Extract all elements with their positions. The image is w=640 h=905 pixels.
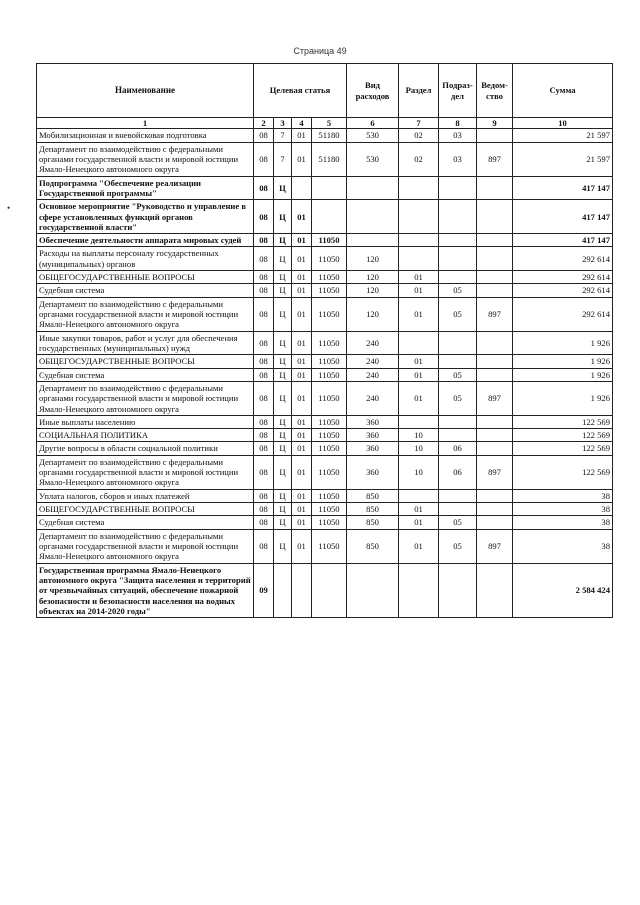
department-code	[477, 503, 513, 516]
target-code-event: 01	[292, 284, 312, 297]
target-code-event: 01	[292, 455, 312, 489]
department-code	[477, 415, 513, 428]
row-sum: 417 147	[513, 176, 613, 200]
row-sum: 292 614	[513, 247, 613, 271]
header-row	[37, 64, 613, 118]
page-label: Страница 49	[293, 46, 347, 56]
target-code-event: 01	[292, 271, 312, 284]
header-sum: Сумма	[513, 64, 613, 118]
subsection-code	[439, 503, 477, 516]
target-code-subprogram: Ц	[274, 355, 292, 368]
target-code-program: 08	[254, 489, 274, 502]
subsection-code: 06	[439, 455, 477, 489]
target-code-direction: 11050	[312, 442, 347, 455]
department-code	[477, 284, 513, 297]
target-code-program: 08	[254, 455, 274, 489]
target-code-program: 08	[254, 247, 274, 271]
section-code: 10	[399, 442, 439, 455]
row-sum: 122 569	[513, 442, 613, 455]
row-sum: 38	[513, 489, 613, 502]
target-code-event: 01	[292, 415, 312, 428]
row-name: Основное мероприятие "Руководство и управление в сфере установленных функций органов государственной власти"	[37, 200, 254, 234]
section-code	[399, 489, 439, 502]
table-row	[37, 442, 613, 455]
target-code-event: 01	[292, 516, 312, 529]
table-row	[37, 529, 613, 563]
table-row	[37, 331, 613, 355]
department-code: 897	[477, 142, 513, 176]
target-code-direction	[312, 176, 347, 200]
section-code: 01	[399, 297, 439, 331]
target-code-direction: 11050	[312, 331, 347, 355]
target-code-event: 01	[292, 529, 312, 563]
expense-kind: 530	[347, 142, 399, 176]
table-row	[37, 455, 613, 489]
margin-mark: •	[7, 203, 11, 213]
target-code-program: 08	[254, 516, 274, 529]
header-kind: Вид расходов	[347, 64, 399, 118]
target-code-subprogram: Ц	[274, 415, 292, 428]
column-number-row	[37, 118, 613, 129]
department-code	[477, 368, 513, 381]
row-name: Расходы на выплаты персоналу государственных (муниципальных) органов	[37, 247, 254, 271]
row-sum: 417 147	[513, 200, 613, 234]
table-row	[37, 271, 613, 284]
row-name: СОЦИАЛЬНАЯ ПОЛИТИКА	[37, 429, 254, 442]
section-code	[399, 176, 439, 200]
row-name: Мобилизационная и вневойсковая подготовка	[37, 129, 254, 142]
target-code-event	[292, 176, 312, 200]
column-number: 6	[347, 118, 399, 129]
target-code-subprogram: Ц	[274, 529, 292, 563]
subsection-code	[439, 489, 477, 502]
row-sum: 292 614	[513, 297, 613, 331]
expense-kind: 240	[347, 331, 399, 355]
row-name: Судебная система	[37, 284, 254, 297]
column-number: 10	[513, 118, 613, 129]
row-name: Судебная система	[37, 516, 254, 529]
expense-kind: 530	[347, 129, 399, 142]
expense-kind: 120	[347, 271, 399, 284]
column-number: 7	[399, 118, 439, 129]
department-code	[477, 247, 513, 271]
column-number: 4	[292, 118, 312, 129]
row-name: Департамент по взаимодействию с федеральными органами государственной власти и мировой юстиции Ямало-Ненецкого автономного округа	[37, 142, 254, 176]
target-code-direction: 11050	[312, 415, 347, 428]
department-code: 897	[477, 297, 513, 331]
row-sum: 122 569	[513, 415, 613, 428]
target-code-event: 01	[292, 442, 312, 455]
expense-kind: 240	[347, 355, 399, 368]
table-row	[37, 297, 613, 331]
target-code-subprogram: Ц	[274, 516, 292, 529]
target-code-event: 01	[292, 355, 312, 368]
target-code-direction: 51180	[312, 142, 347, 176]
department-code	[477, 489, 513, 502]
row-sum: 122 569	[513, 429, 613, 442]
subsection-code	[439, 355, 477, 368]
department-code	[477, 234, 513, 247]
department-code: 897	[477, 529, 513, 563]
expense-kind: 240	[347, 368, 399, 381]
subsection-code: 05	[439, 297, 477, 331]
section-code	[399, 563, 439, 618]
target-code-program: 08	[254, 503, 274, 516]
expense-kind: 850	[347, 503, 399, 516]
target-code-program: 08	[254, 368, 274, 381]
target-code-direction: 11050	[312, 429, 347, 442]
expense-kind: 120	[347, 247, 399, 271]
target-code-subprogram: Ц	[274, 503, 292, 516]
target-code-event: 01	[292, 381, 312, 415]
subsection-code	[439, 176, 477, 200]
table-row	[37, 234, 613, 247]
row-name: Департамент по взаимодействию с федеральными органами государственной власти и мировой юстиции Ямало-Ненецкого автономного округа	[37, 455, 254, 489]
expense-kind: 850	[347, 516, 399, 529]
row-sum: 38	[513, 516, 613, 529]
target-code-program: 08	[254, 142, 274, 176]
table-row	[37, 176, 613, 200]
target-code-direction: 11050	[312, 503, 347, 516]
target-code-event: 01	[292, 368, 312, 381]
department-code: 897	[477, 381, 513, 415]
target-code-subprogram: Ц	[274, 297, 292, 331]
department-code	[477, 516, 513, 529]
target-code-direction: 11050	[312, 368, 347, 381]
header-name: Наименование	[37, 64, 254, 118]
table-row	[37, 284, 613, 297]
column-number: 5	[312, 118, 347, 129]
target-code-program: 08	[254, 297, 274, 331]
expense-kind	[347, 234, 399, 247]
section-code: 01	[399, 381, 439, 415]
target-code-program: 09	[254, 563, 274, 618]
expense-kind: 360	[347, 415, 399, 428]
table-row	[37, 503, 613, 516]
subsection-code: 05	[439, 529, 477, 563]
subsection-code: 05	[439, 516, 477, 529]
row-name: Государственная программа Ямало-Ненецкого автономного округа "Защита населения и территорий от чрезвычайных ситуаций, обеспечение пожарной безопасности и безопасности населения на водных объектах на 2014-2020 годы"	[37, 563, 254, 618]
subsection-code: 05	[439, 381, 477, 415]
target-code-event: 01	[292, 331, 312, 355]
section-code: 01	[399, 503, 439, 516]
expense-kind: 120	[347, 297, 399, 331]
subsection-code: 05	[439, 284, 477, 297]
column-number: 1	[37, 118, 254, 129]
expense-kind: 360	[347, 455, 399, 489]
table-row	[37, 415, 613, 428]
department-code	[477, 429, 513, 442]
department-code	[477, 271, 513, 284]
target-code-subprogram: Ц	[274, 489, 292, 502]
table-row	[37, 129, 613, 142]
target-code-subprogram: Ц	[274, 247, 292, 271]
table-row	[37, 489, 613, 502]
row-name: Департамент по взаимодействию с федеральными органами государственной власти и мировой юстиции Ямало-Ненецкого автономного округа	[37, 297, 254, 331]
subsection-code	[439, 247, 477, 271]
target-code-event: 01	[292, 129, 312, 142]
section-code	[399, 200, 439, 234]
target-code-subprogram: Ц	[274, 234, 292, 247]
expense-kind: 240	[347, 381, 399, 415]
table-row	[37, 368, 613, 381]
target-code-program: 08	[254, 129, 274, 142]
expense-kind: 120	[347, 284, 399, 297]
department-code: 897	[477, 455, 513, 489]
subsection-code	[439, 200, 477, 234]
section-code: 10	[399, 429, 439, 442]
target-code-event: 01	[292, 142, 312, 176]
section-code: 01	[399, 271, 439, 284]
target-code-program: 08	[254, 331, 274, 355]
subsection-code	[439, 234, 477, 247]
target-code-event: 01	[292, 234, 312, 247]
target-code-subprogram: Ц	[274, 284, 292, 297]
target-code-direction: 11050	[312, 247, 347, 271]
row-name: Судебная система	[37, 368, 254, 381]
target-code-subprogram	[274, 563, 292, 618]
row-sum: 21 597	[513, 129, 613, 142]
target-code-subprogram: Ц	[274, 176, 292, 200]
section-code: 10	[399, 455, 439, 489]
target-code-direction	[312, 563, 347, 618]
row-sum: 417 147	[513, 234, 613, 247]
target-code-direction: 11050	[312, 381, 347, 415]
target-code-subprogram: Ц	[274, 442, 292, 455]
target-code-subprogram: Ц	[274, 429, 292, 442]
section-code: 01	[399, 368, 439, 381]
budget-table	[36, 63, 613, 618]
table-row	[37, 142, 613, 176]
department-code	[477, 442, 513, 455]
target-code-program: 08	[254, 200, 274, 234]
table-row	[37, 355, 613, 368]
row-name: Обеспечение деятельности аппарата мировых судей	[37, 234, 254, 247]
expense-kind	[347, 200, 399, 234]
section-code: 01	[399, 284, 439, 297]
header-section: Раздел	[399, 64, 439, 118]
table-row	[37, 516, 613, 529]
header-department: Ведом-ство	[477, 64, 513, 118]
target-code-program: 08	[254, 429, 274, 442]
target-code-direction: 11050	[312, 297, 347, 331]
row-name: ОБЩЕГОСУДАРСТВЕННЫЕ ВОПРОСЫ	[37, 271, 254, 284]
row-sum: 1 926	[513, 381, 613, 415]
target-code-program: 08	[254, 355, 274, 368]
row-name: Иные закупки товаров, работ и услуг для обеспечения государственных (муниципальных) нужд	[37, 331, 254, 355]
subsection-code	[439, 415, 477, 428]
row-sum: 2 584 424	[513, 563, 613, 618]
target-code-direction: 11050	[312, 271, 347, 284]
target-code-direction: 11050	[312, 284, 347, 297]
table-row	[37, 429, 613, 442]
target-code-event	[292, 563, 312, 618]
target-code-subprogram: Ц	[274, 381, 292, 415]
target-code-event: 01	[292, 429, 312, 442]
section-code: 02	[399, 129, 439, 142]
subsection-code	[439, 331, 477, 355]
row-sum: 1 926	[513, 355, 613, 368]
target-code-program: 08	[254, 284, 274, 297]
target-code-event: 01	[292, 297, 312, 331]
target-code-subprogram: Ц	[274, 455, 292, 489]
target-code-direction: 11050	[312, 455, 347, 489]
department-code	[477, 331, 513, 355]
column-number: 9	[477, 118, 513, 129]
target-code-program: 08	[254, 176, 274, 200]
row-name: Другие вопросы в области социальной политики	[37, 442, 254, 455]
target-code-event: 01	[292, 489, 312, 502]
section-code	[399, 247, 439, 271]
row-sum: 122 569	[513, 455, 613, 489]
target-code-event: 01	[292, 247, 312, 271]
target-code-program: 08	[254, 234, 274, 247]
department-code	[477, 200, 513, 234]
target-code-program: 08	[254, 529, 274, 563]
target-code-program: 08	[254, 381, 274, 415]
target-code-subprogram: Ц	[274, 271, 292, 284]
target-code-direction	[312, 200, 347, 234]
section-code: 01	[399, 529, 439, 563]
row-name: Уплата налогов, сборов и иных платежей	[37, 489, 254, 502]
expense-kind: 850	[347, 489, 399, 502]
row-name: Департамент по взаимодействию с федеральными органами государственной власти и мировой юстиции Ямало-Ненецкого автономного округа	[37, 381, 254, 415]
header-target: Целевая статья	[254, 64, 347, 118]
department-code	[477, 176, 513, 200]
section-code	[399, 234, 439, 247]
subsection-code	[439, 271, 477, 284]
target-code-program: 08	[254, 442, 274, 455]
target-code-direction: 11050	[312, 516, 347, 529]
section-code: 01	[399, 355, 439, 368]
target-code-direction: 11050	[312, 529, 347, 563]
row-sum: 38	[513, 503, 613, 516]
target-code-event: 01	[292, 200, 312, 234]
row-sum: 1 926	[513, 331, 613, 355]
table-row	[37, 563, 613, 618]
target-code-direction: 51180	[312, 129, 347, 142]
column-number: 8	[439, 118, 477, 129]
table-row	[37, 381, 613, 415]
expense-kind: 360	[347, 429, 399, 442]
section-code	[399, 331, 439, 355]
row-sum: 292 614	[513, 284, 613, 297]
target-code-subprogram: Ц	[274, 200, 292, 234]
department-code	[477, 129, 513, 142]
row-sum: 38	[513, 529, 613, 563]
expense-kind	[347, 563, 399, 618]
target-code-subprogram: 7	[274, 142, 292, 176]
target-code-direction: 11050	[312, 489, 347, 502]
target-code-event: 01	[292, 503, 312, 516]
row-name: Подпрограмма "Обеспечение реализации Государственной программы"	[37, 176, 254, 200]
target-code-program: 08	[254, 415, 274, 428]
column-number: 3	[274, 118, 292, 129]
row-sum: 21 597	[513, 142, 613, 176]
row-name: ОБЩЕГОСУДАРСТВЕННЫЕ ВОПРОСЫ	[37, 355, 254, 368]
target-code-direction: 11050	[312, 234, 347, 247]
department-code	[477, 355, 513, 368]
header-subsection: Подраз-дел	[439, 64, 477, 118]
subsection-code: 06	[439, 442, 477, 455]
subsection-code	[439, 429, 477, 442]
row-name: ОБЩЕГОСУДАРСТВЕННЫЕ ВОПРОСЫ	[37, 503, 254, 516]
target-code-subprogram: Ц	[274, 331, 292, 355]
expense-kind: 360	[347, 442, 399, 455]
department-code	[477, 563, 513, 618]
column-number: 2	[254, 118, 274, 129]
subsection-code: 05	[439, 368, 477, 381]
target-code-subprogram: Ц	[274, 368, 292, 381]
table-row	[37, 200, 613, 234]
section-code	[399, 415, 439, 428]
subsection-code: 03	[439, 129, 477, 142]
target-code-program: 08	[254, 271, 274, 284]
subsection-code: 03	[439, 142, 477, 176]
expense-kind	[347, 176, 399, 200]
subsection-code	[439, 563, 477, 618]
row-name: Департамент по взаимодействию с федеральными органами государственной власти и мировой юстиции Ямало-Ненецкого автономного округа	[37, 529, 254, 563]
row-sum: 1 926	[513, 368, 613, 381]
section-code: 02	[399, 142, 439, 176]
expense-kind: 850	[347, 529, 399, 563]
target-code-subprogram: 7	[274, 129, 292, 142]
table-row	[37, 247, 613, 271]
row-name: Иные выплаты населению	[37, 415, 254, 428]
row-sum: 292 614	[513, 271, 613, 284]
target-code-direction: 11050	[312, 355, 347, 368]
section-code: 01	[399, 516, 439, 529]
